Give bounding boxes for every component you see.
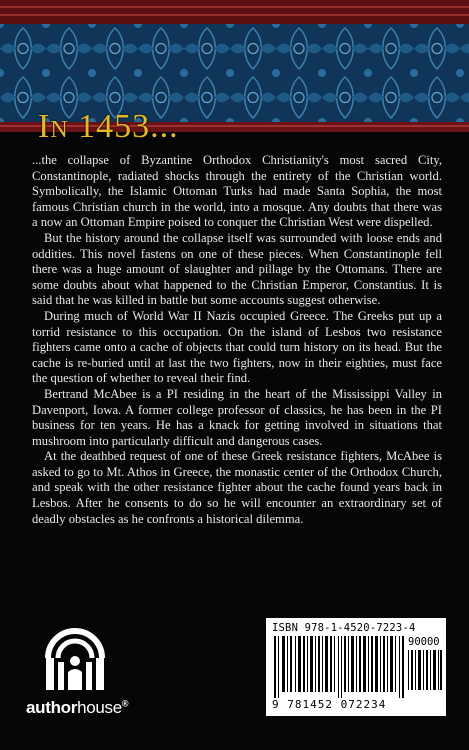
publisher-logo <box>26 628 129 717</box>
blurb-paragraph-1: ...the collapse of Byzantine Orthodox Christianity's most sacred City, Constantinople, radiated shocks through the entirety of the Christian world. Symbolically, the Islamic Ottoman Turks had made Santa Sophia, the most famous Christian church in the world, into a mosque. Any doubts that there was a now an Ottoman Empire poised to conquer the Christian West were dispelled. <box>32 153 442 230</box>
cover-heading: In 1453... <box>38 108 179 145</box>
addon-barcode-bars <box>408 650 442 690</box>
price-code: 90000 <box>408 636 440 648</box>
barcode-digits: 9 781452 072234 <box>272 698 387 711</box>
publisher-name: authorhouse® <box>26 698 129 717</box>
blurb-paragraph-2: But the history around the collapse itself was surrounded with loose ends and oddities. This novel fastens on one of these pieces. When Constantinople fell there was a huge amount of slaughter and pillage by the Ottomans. There are some doubts about what happened to the Christian Emperor, Constantius. It is said that he was killed in battle but some accounts suggest otherwise. <box>32 230 442 308</box>
barcode-bars <box>274 636 406 698</box>
authorhouse-arch-icon <box>44 628 106 692</box>
blurb-paragraph-3: During much of World War II Nazis occupied Greece. The Greeks put up a torrid resistance to this occupation. On the island of Lesbos two resistance fighters came onto a cache of objects that could turn history on its head. But the cache is re-buried until at last the two fighters, now in their eighties, must face the question of whether to reveal their find. <box>32 308 442 386</box>
blurb-text <box>32 153 442 527</box>
isbn-barcode <box>266 618 446 716</box>
blurb-paragraph-5: At the deathbed request of one of these Greek resistance fighters, McAbee is asked to go to Mt. Athos in Greece, the monastic center of the Orthodox Church, and speak with the other resistance fighter about the cache found years back in Lesbos. After he consents to do so he will encounter an extraordinary set of deadly obstacles as he confronts a historical dilemma. <box>32 449 442 526</box>
isbn-label: ISBN 978-1-4520-7223-4 <box>272 622 416 634</box>
top-red-border <box>0 0 469 24</box>
blurb-paragraph-4: Bertrand McAbee is a PI residing in the heart of the Mississippi Valley in Davenport, Iowa. A former college professor of classics, he has been in the PI business for ten years. He has a knack for getting involved in situations that mushroom into particularly difficult and dangerous cases. <box>32 386 442 448</box>
